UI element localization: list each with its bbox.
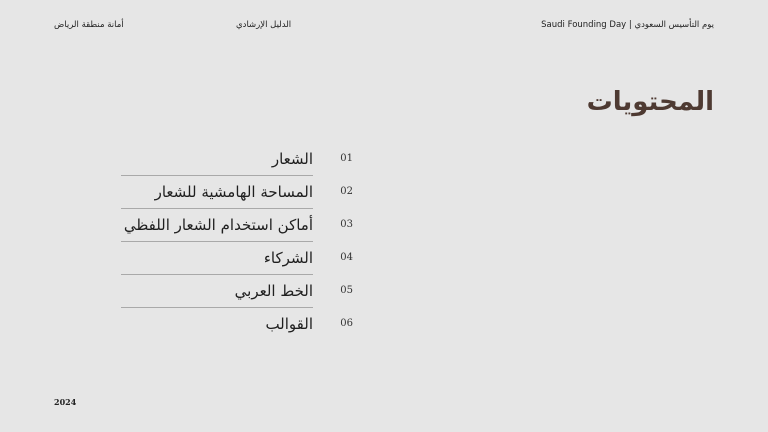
- toc-item-label: المساحة الهامشية للشعار: [154, 183, 313, 201]
- toc-item-number: 02: [340, 186, 353, 197]
- page-title: المحتويات: [586, 87, 714, 117]
- toc-item-label: الخط العربي: [234, 282, 313, 300]
- toc-item-number: 05: [340, 285, 353, 296]
- toc-item-number: 01: [340, 153, 353, 164]
- toc-item-label: الشعار: [271, 150, 313, 168]
- footer-year: 2024: [54, 397, 77, 407]
- header-organization: أمانة منطقة الرياض: [54, 20, 124, 30]
- toc-item-number: 06: [340, 318, 353, 329]
- toc-item-number: 03: [340, 219, 353, 230]
- header-document-title: الدليل الإرشادي: [236, 20, 292, 30]
- toc-item[interactable]: [121, 308, 355, 341]
- table-of-contents: [121, 143, 355, 341]
- toc-item-label: القوالب: [265, 315, 313, 333]
- toc-item-number: 04: [340, 252, 353, 263]
- toc-item[interactable]: [121, 275, 355, 308]
- toc-item[interactable]: [121, 176, 355, 209]
- header-event-name: يوم التأسيس السعودي | Saudi Founding Day: [541, 20, 714, 30]
- toc-item[interactable]: [121, 143, 355, 176]
- toc-item-label: أماكن استخدام الشعار اللفظي: [123, 216, 313, 234]
- toc-item-label: الشركاء: [263, 249, 313, 267]
- toc-item[interactable]: [121, 242, 355, 275]
- toc-item[interactable]: [121, 209, 355, 242]
